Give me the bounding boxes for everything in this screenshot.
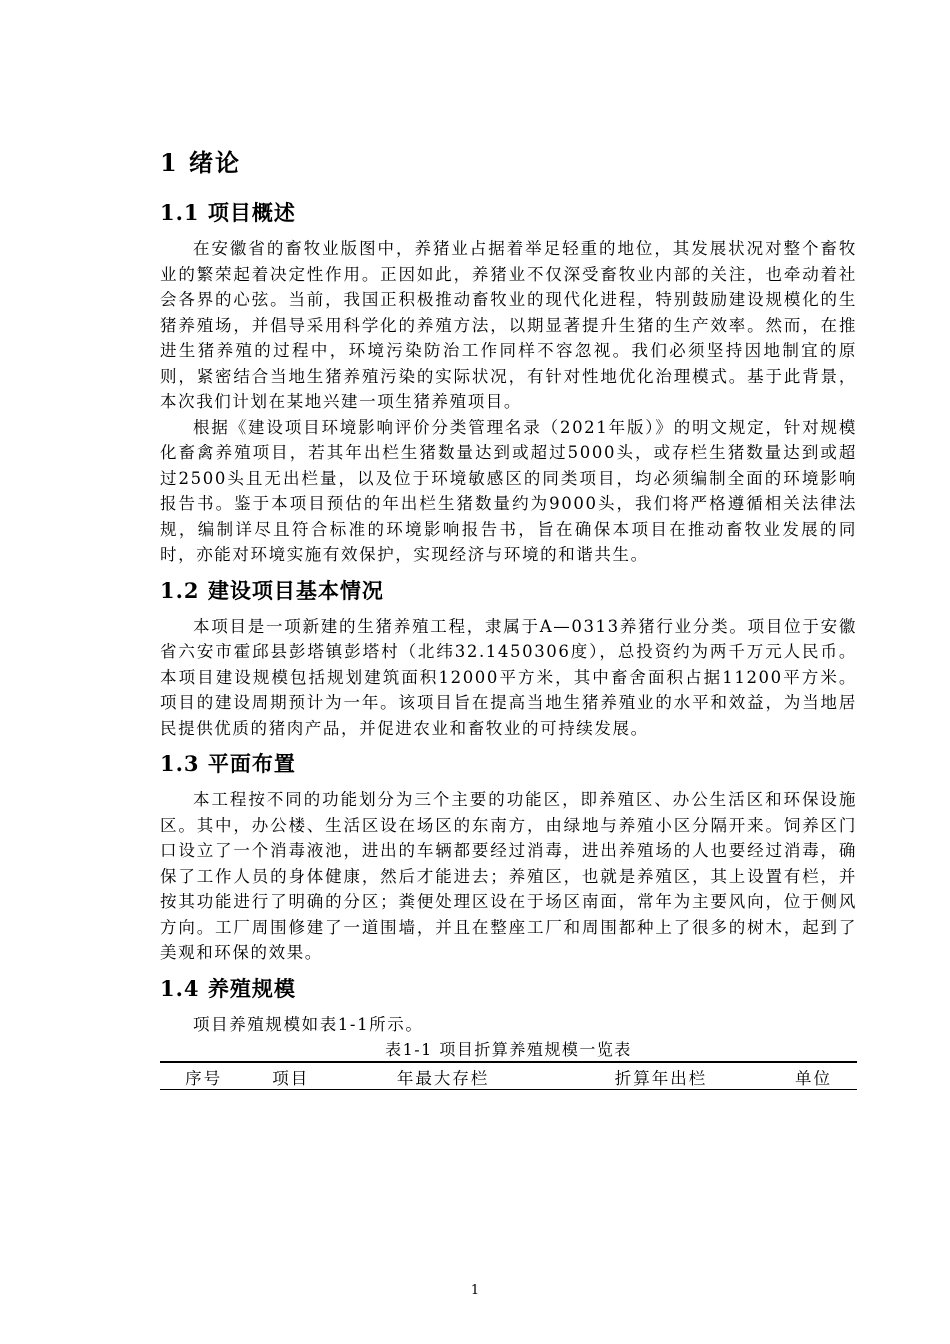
breeding-scale-table xyxy=(160,1061,857,1090)
section-paragraph: 项目养殖规模如表1-1所示。 xyxy=(193,1014,424,1034)
page-number: 1 xyxy=(470,1283,480,1298)
section-paragraph: 本工程按不同的功能划分为三个主要的功能区，即养殖区、办公生活区和环保设施区。其中，办公楼、生活区设在场区的东南方，由绿地与养殖小区分隔开来。饲养区门口设立了一个消毒液池，进出的车辆都要经过消毒，进出养殖场的人也要经过消毒，确保了工作人员的身体健康，然后才能进去；养殖区，也就是养殖区，其上设置有栏，并按其功能进行了明确的分区；粪便处理区设在于场区南面，常年为主要风向，位于侧风方向。工厂周围修建了一道围墙，并且在整座工厂和周围都种上了很多的树木，起到了美观和环保的效果。 xyxy=(160,790,857,962)
section-heading: 1.4 养殖规模 xyxy=(160,975,296,1001)
chapter-title: 1 绪论 xyxy=(160,148,242,177)
table-header-cell: 年最大存栏 xyxy=(396,1069,490,1088)
section-1-1 xyxy=(160,198,857,568)
section-paragraph: 在安徽省的畜牧业版图中，养猪业占据着举足轻重的地位，其发展状况对整个畜牧业的繁荣起着决定性作用。正因如此，养猪业不仅深受畜牧业内部的关注，也牵动着社会各界的心弦。当前，我国正积极推动畜牧业的现代化进程，特别鼓励建设规模化的生猪养殖场，并倡导采用科学化的养殖方法，以期显著提升生猪的生产效率。然而，在推进生猪养殖的过程中，环境污染防治工作同样不容忽视。我们必须坚持因地制宜的原则，紧密结合当地生猪养殖污染的实际状况，有针对性地优化治理模式。基于此背景，本次我们计划在某地兴建一项生猪养殖项目。 xyxy=(160,239,857,411)
document-body xyxy=(160,148,857,1098)
section-heading: 1.1 项目概述 xyxy=(160,200,296,225)
section-1-3 xyxy=(160,749,857,966)
table-header-cell: 单位 xyxy=(794,1069,832,1088)
section-heading: 1.2 建设项目基本情况 xyxy=(160,577,384,603)
table-header-cell: 序号 xyxy=(185,1069,223,1088)
table-caption: 表1-1 项目折算养殖规模一览表 xyxy=(385,1040,632,1059)
table-header-cell: 折算年出栏 xyxy=(614,1069,708,1088)
section-1-2 xyxy=(160,576,857,742)
section-1-4 xyxy=(160,974,857,1091)
table-header-row xyxy=(160,1062,857,1090)
table-header-cell: 项目 xyxy=(272,1069,310,1088)
section-paragraph: 本项目是一项新建的生猪养殖工程，隶属于A—0313养猪行业分类。项目位于安徽省六安市霍邱县彭塔镇彭塔村（北纬32.1450306度），总投资约为两千万元人民币。本项目建设规模包括规划建筑面积12000平方米，其中畜舍面积占据11200平方米。项目的建设周期预计为一年。该项目旨在提高当地生猪养殖业的水平和效益，为当地居民提供优质的猪肉产品，并促进农业和畜牧业的可持续发展。 xyxy=(160,616,857,738)
section-heading: 1.3 平面布置 xyxy=(160,751,296,776)
section-paragraph: 根据《建设项目环境影响评价分类管理名录（2021年版）》的明文规定，针对规模化畜禽养殖项目，若其年出栏生猪数量达到或超过5000头，或存栏生猪数量达到或超过2500头且无出栏量，以及位于环境敏感区的同类项目，均必须编制全面的环境影响报告书。鉴于本项目预估的年出栏生猪数量约为9000头，我们将严格遵循相关法律法规，编制详尽且符合标准的环境影响报告书，旨在确保本项目在推动畜牧业发展的同时，亦能对环境实施有效保护，实现经济与环境的和谐共生。 xyxy=(160,417,857,564)
